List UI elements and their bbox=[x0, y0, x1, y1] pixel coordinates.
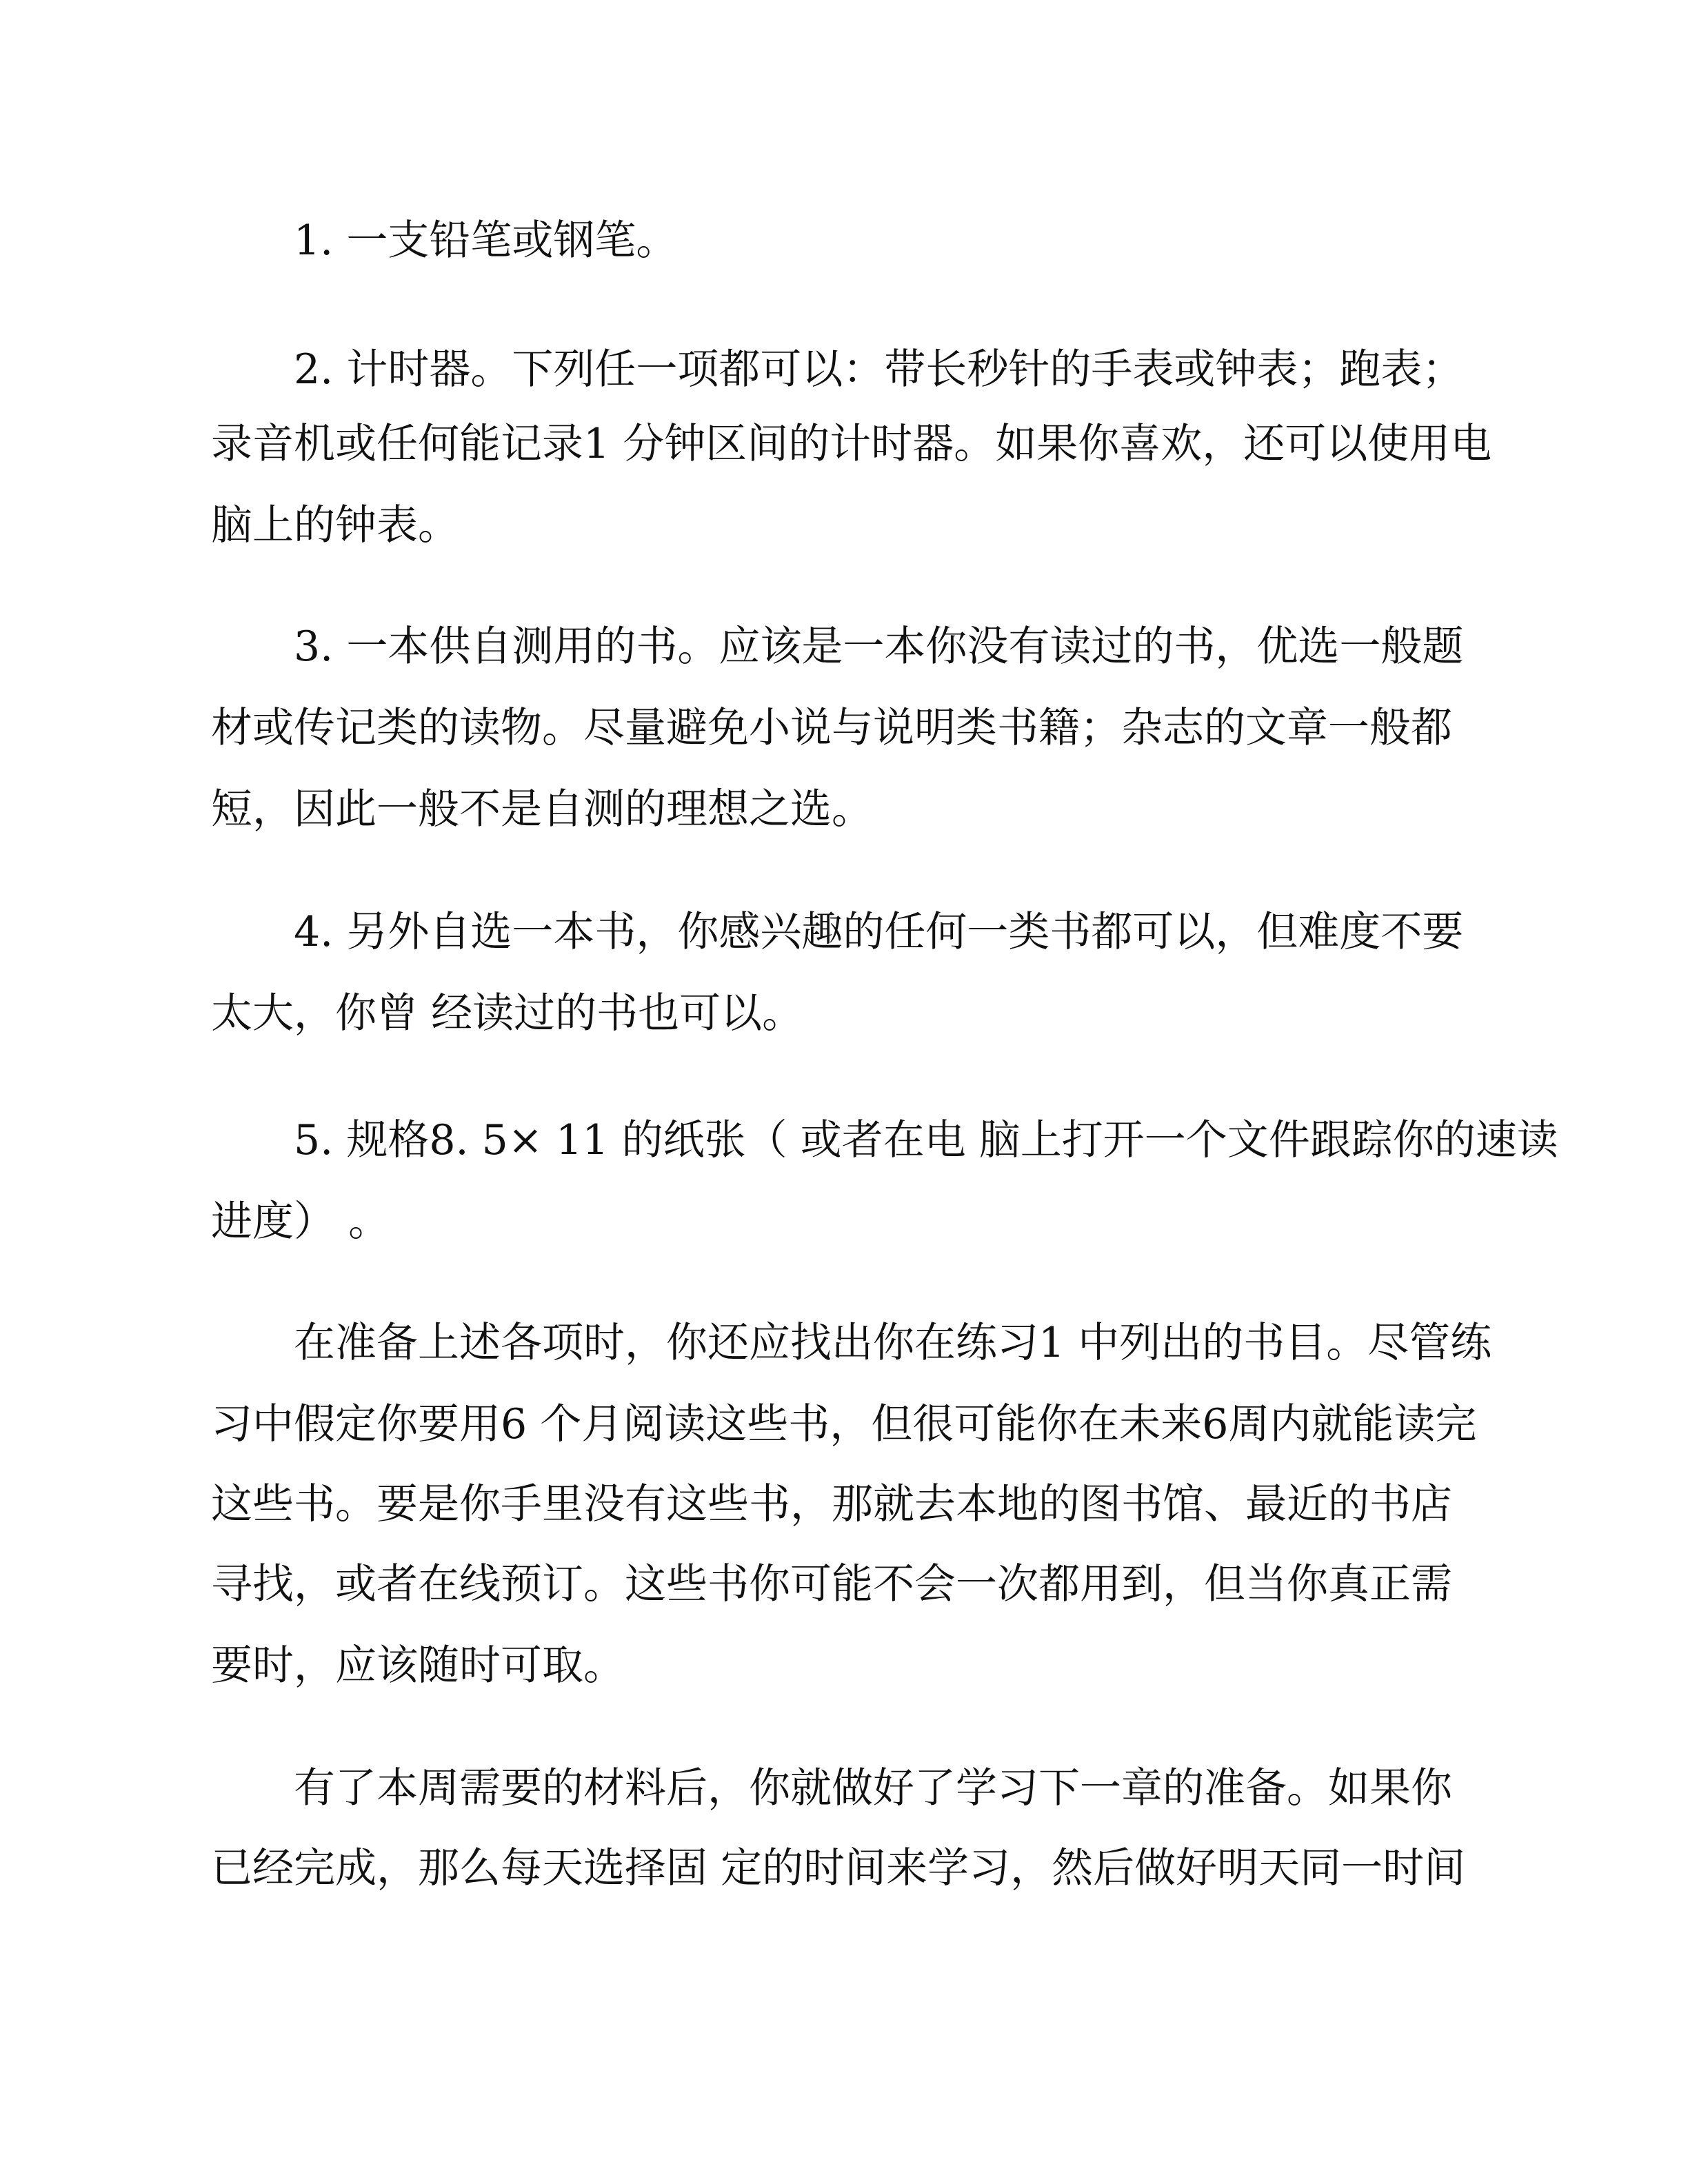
list-item-3-line-2: 材或传记类的读物。尽量避免小说与说明类书籍；杂志的文章一般都 bbox=[211, 704, 1452, 752]
paragraph-1-line-5: 要时，应该随时可取。 bbox=[211, 1641, 625, 1690]
list-item-5-line-1: 5. 规格8. 5× 11 的纸张（ 或者在电 脑上打开一个文件跟踪你的速读 bbox=[294, 1116, 1558, 1164]
list-item-3-line-3: 短，因此一般不是自测的理想之选。 bbox=[211, 785, 873, 833]
list-item-4-line-2: 太大，你曾 经读过的书也可以。 bbox=[211, 989, 804, 1038]
paragraph-1-line-1: 在准备上述各项时，你还应找出你在练习1 中列出的书目。尽管练 bbox=[294, 1319, 1492, 1367]
paragraph-1-line-2: 习中假定你要用6 个月阅读这些书，但很可能你在未来6周内就能读完 bbox=[211, 1400, 1477, 1448]
list-item-2-line-1: 2. 计时器。下列任一项都可以：带长秒针的手表或钟表；跑表； bbox=[294, 345, 1464, 394]
paragraph-2-line-1: 有了本周需要的材料后，你就做好了学习下一章的准备。如果你 bbox=[294, 1764, 1452, 1812]
list-item-2-line-3: 脑上的钟表。 bbox=[211, 501, 459, 549]
list-item-4-line-1: 4. 另外自选一本书，你感兴趣的任何一类书都可以，但难度不要 bbox=[294, 908, 1464, 956]
paragraph-1-line-4: 寻找，或者在线预订。这些书你可能不会一次都用到，但当你真正需 bbox=[211, 1560, 1452, 1608]
list-item-2-line-2: 录音机或任何能记录1 分钟区间的计时器。如果你喜欢，还可以使用电 bbox=[211, 420, 1492, 468]
list-item-3-line-1: 3. 一本供自测用的书。应该是一本你没有读过的书，优选一般题 bbox=[294, 623, 1464, 671]
paragraph-1-line-3: 这些书。要是你手里没有这些书，那就去本地的图书馆、最近的书店 bbox=[211, 1480, 1452, 1528]
list-item-5-line-2: 进度） 。 bbox=[211, 1197, 390, 1246]
paragraph-2-line-2: 已经完成，那么每天选择固 定的时间来学习，然后做好明天同一时间 bbox=[211, 1844, 1466, 1892]
list-item-1-line-1: 1. 一支铅笔或钢笔。 bbox=[294, 216, 678, 265]
